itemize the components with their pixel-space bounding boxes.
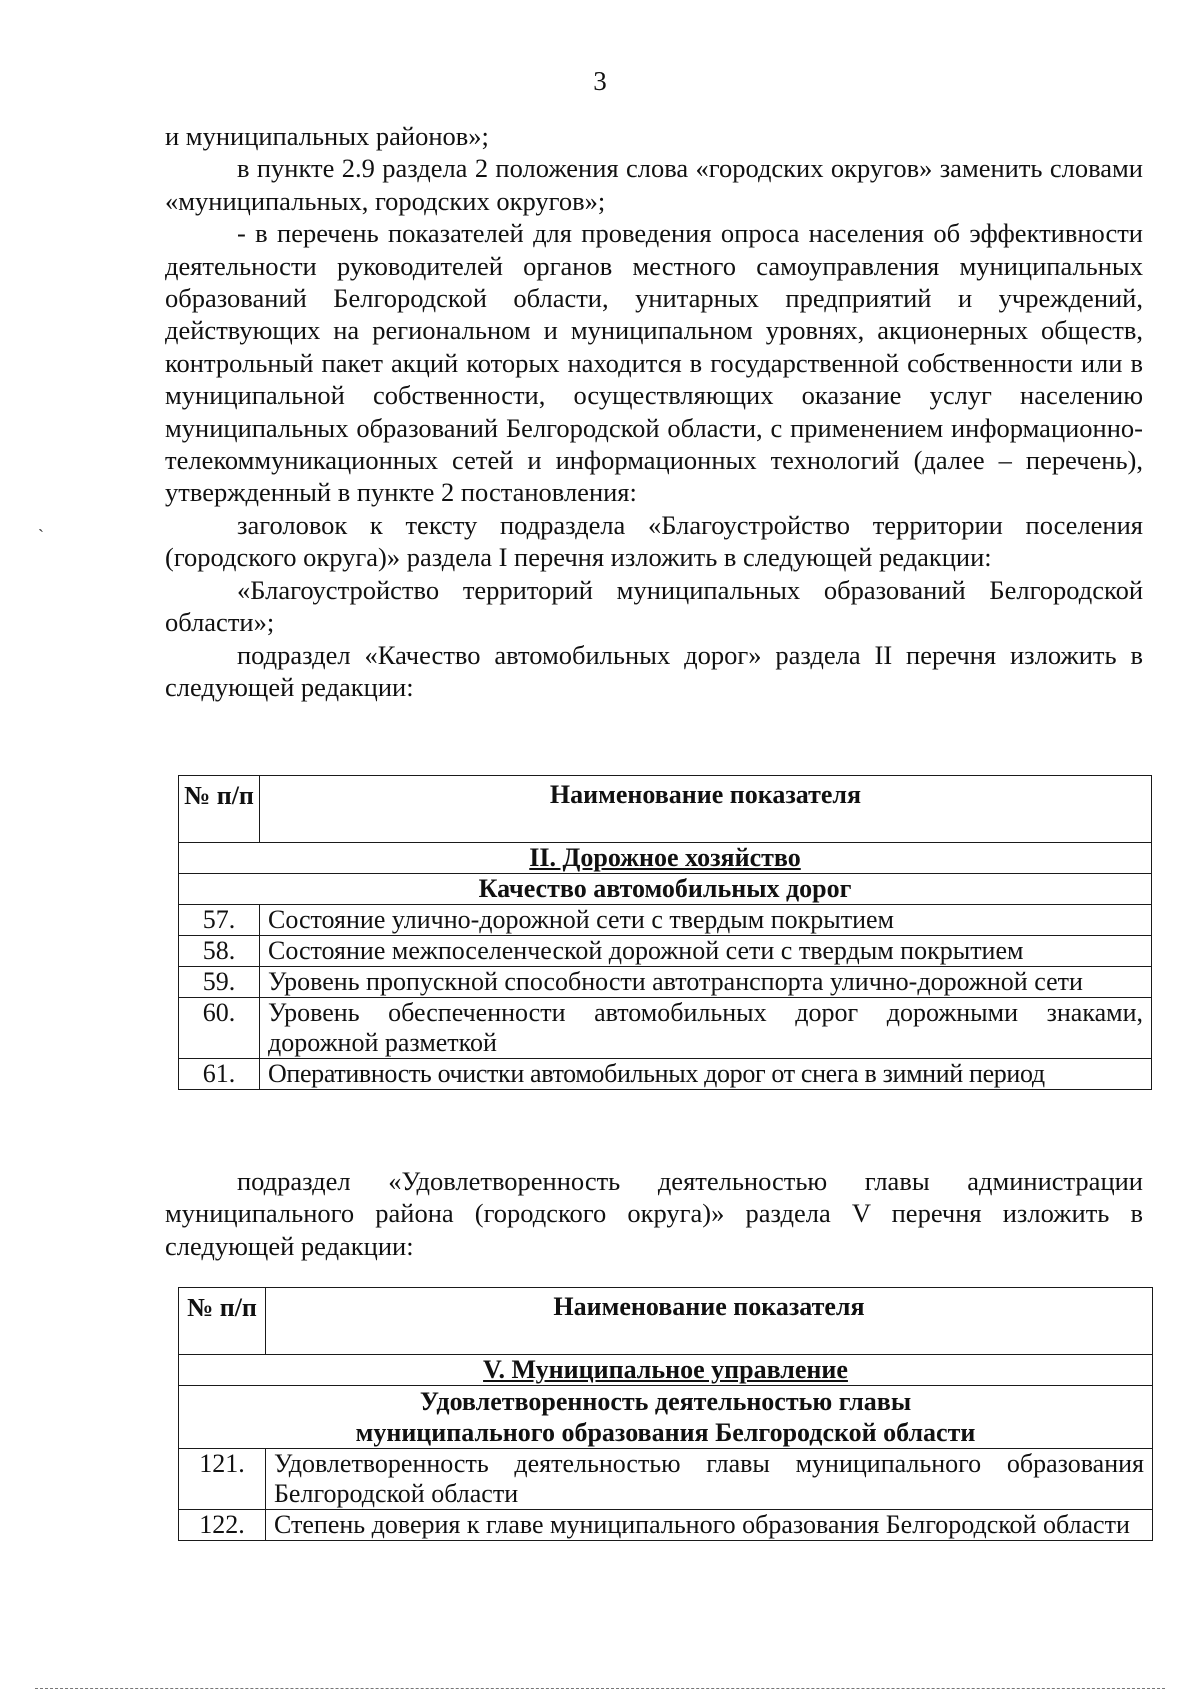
subsection-title-line-1: Удовлетворенность деятельностью главы (419, 1387, 912, 1416)
indicators-table-municipal (178, 1287, 1153, 1541)
scan-edge-line (35, 1688, 1165, 1689)
header-name-cell: Наименование показателя (266, 1288, 1153, 1355)
table-row (179, 936, 1152, 967)
row-number: 59. (179, 967, 260, 998)
subsection-row (179, 874, 1152, 905)
subsection-title-cell (179, 1386, 1153, 1449)
row-number: 61. (179, 1059, 260, 1090)
page-number: 3 (593, 66, 607, 96)
paragraph-6: подраздел «Качество автомобильных дорог» раздела II перечня изложить в следующей редакции: (165, 639, 1143, 702)
body-text-upper (165, 120, 1143, 703)
table-row (179, 967, 1152, 998)
table-row (179, 1059, 1152, 1090)
table-header-row (179, 1288, 1153, 1355)
table-header-row (179, 776, 1152, 843)
row-number: 58. (179, 936, 260, 967)
paragraph-5: «Благоустройство территорий муниципальных образований Белгородской области»; (165, 574, 1143, 638)
row-name: Состояние улично-дорожной сети с твердым покрытием (260, 905, 1152, 936)
header-number-cell: № п/п (179, 1288, 266, 1355)
table-row (179, 905, 1152, 936)
section-title-cell (179, 843, 1152, 874)
paragraph-2: в пункте 2.9 раздела 2 положения слова «городских округов» заменить словами «муниципальных, городских округов»; (165, 153, 1143, 216)
subsection-title-cell: Качество автомобильных дорог (179, 874, 1152, 905)
header-name-cell: Наименование показателя (260, 776, 1152, 843)
subsection-row (179, 1386, 1153, 1449)
table-row (179, 1510, 1153, 1541)
table-row (179, 998, 1152, 1059)
row-name: Оперативность очистки автомобильных дорог от снега в зимний период (260, 1059, 1152, 1090)
row-name: Уровень пропускной способности автотранспорта улично-дорожной сети (260, 967, 1152, 998)
subsection-title-line-2: муниципального образования Белгородской области (355, 1418, 976, 1447)
row-number: 60. (179, 998, 260, 1059)
row-number: 122. (179, 1510, 266, 1541)
row-name: Степень доверия к главе муниципального образования Белгородской области (266, 1510, 1153, 1541)
section-row (179, 1355, 1153, 1386)
margin-mark: ` (38, 526, 44, 546)
section-title: II. Дорожное хозяйство (529, 843, 801, 872)
body-text-middle (165, 1165, 1143, 1262)
paragraph-3: - в перечень показателей для проведения опроса населения об эффективности деятельности руководителей органов местного самоуправления муниципальных образований Белгородской области, унитарных предприятий и учреждений, действующих на региональном и муниципальном уровнях, акционерных обществ, контрольный пакет акций которых находится в государственной собственности или в муниципальной собственности, осуществляющих оказание услуг населению муниципальных образований Белгородской области, с применением информационно-телекоммуникационных сетей и информационных технологий (далее – перечень), утвержденный в пункте 2 постановления: (165, 218, 1143, 508)
row-number: 57. (179, 905, 260, 936)
section-row (179, 843, 1152, 874)
paragraph-7: подраздел «Удовлетворенность деятельностью главы администрации муниципального района (городского округа)» раздела V перечня изложить в следующей редакции: (165, 1166, 1143, 1261)
row-name: Уровень обеспеченности автомобильных дорог дорожными знаками, дорожной разметкой (260, 998, 1152, 1059)
row-name: Удовлетворенность деятельностью главы муниципального образования Белгородской области (266, 1449, 1153, 1510)
indicators-table-road (178, 775, 1152, 1090)
paragraph-1: и муниципальных районов»; (165, 121, 489, 151)
paragraph-4: заголовок к тексту подраздела «Благоустройство территории поселения (городского округа)» раздела I перечня изложить в следующей редакции: (165, 509, 1143, 573)
row-number: 121. (179, 1449, 266, 1510)
section-title-cell (179, 1355, 1153, 1386)
table-row (179, 1449, 1153, 1510)
section-title: V. Муниципальное управление (483, 1355, 848, 1384)
row-name: Состояние межпоселенческой дорожной сети с твердым покрытием (260, 936, 1152, 967)
header-number-cell: № п/п (179, 776, 260, 843)
